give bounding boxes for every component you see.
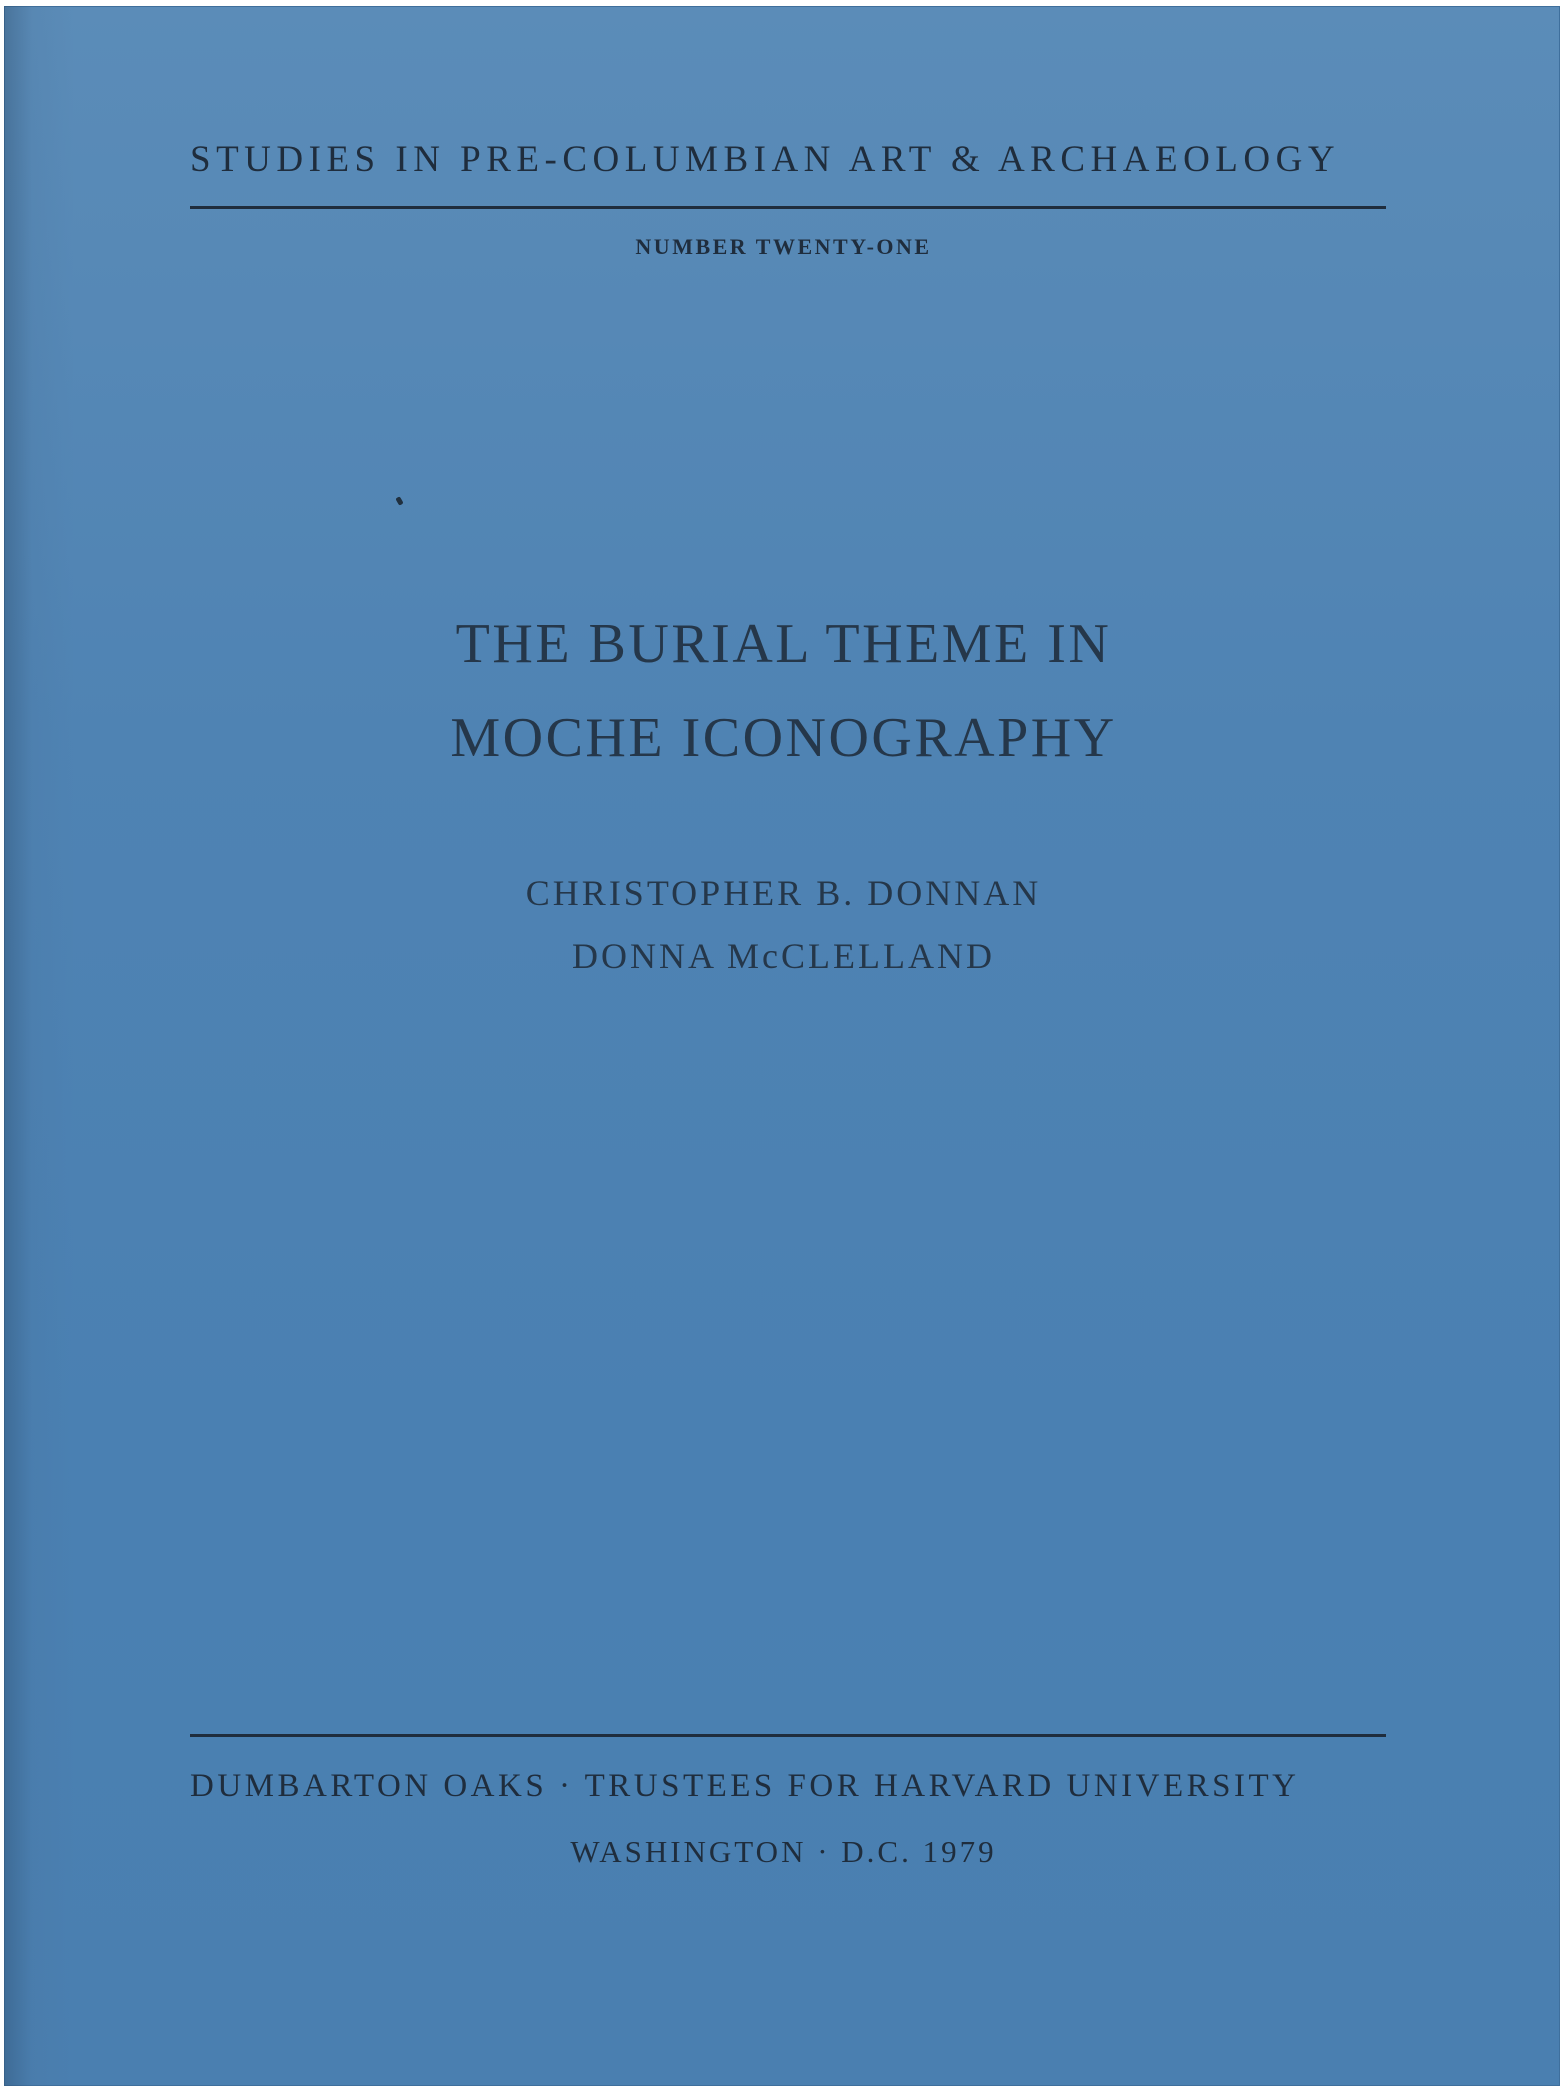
series-title: STUDIES IN PRE-COLUMBIAN ART & ARCHAEOLOGY <box>190 139 1341 180</box>
bottom-divider <box>190 1734 1386 1737</box>
author-2: DONNA McCLELLAND <box>572 936 995 976</box>
book-title-line-1: THE BURIAL THEME IN <box>455 613 1112 675</box>
author-1: CHRISTOPHER B. DONNAN <box>525 873 1042 913</box>
book-title-line-2: MOCHE ICONOGRAPHY <box>450 707 1117 769</box>
publisher: DUMBARTON OAKS · TRUSTEES FOR HARVARD UNIVERSITY <box>190 1768 1300 1804</box>
place-and-date: WASHINGTON · D.C. 1979 <box>570 1834 997 1869</box>
top-divider <box>190 206 1386 209</box>
series-number: NUMBER TWENTY-ONE <box>635 234 932 259</box>
spine-shading <box>4 6 74 2086</box>
